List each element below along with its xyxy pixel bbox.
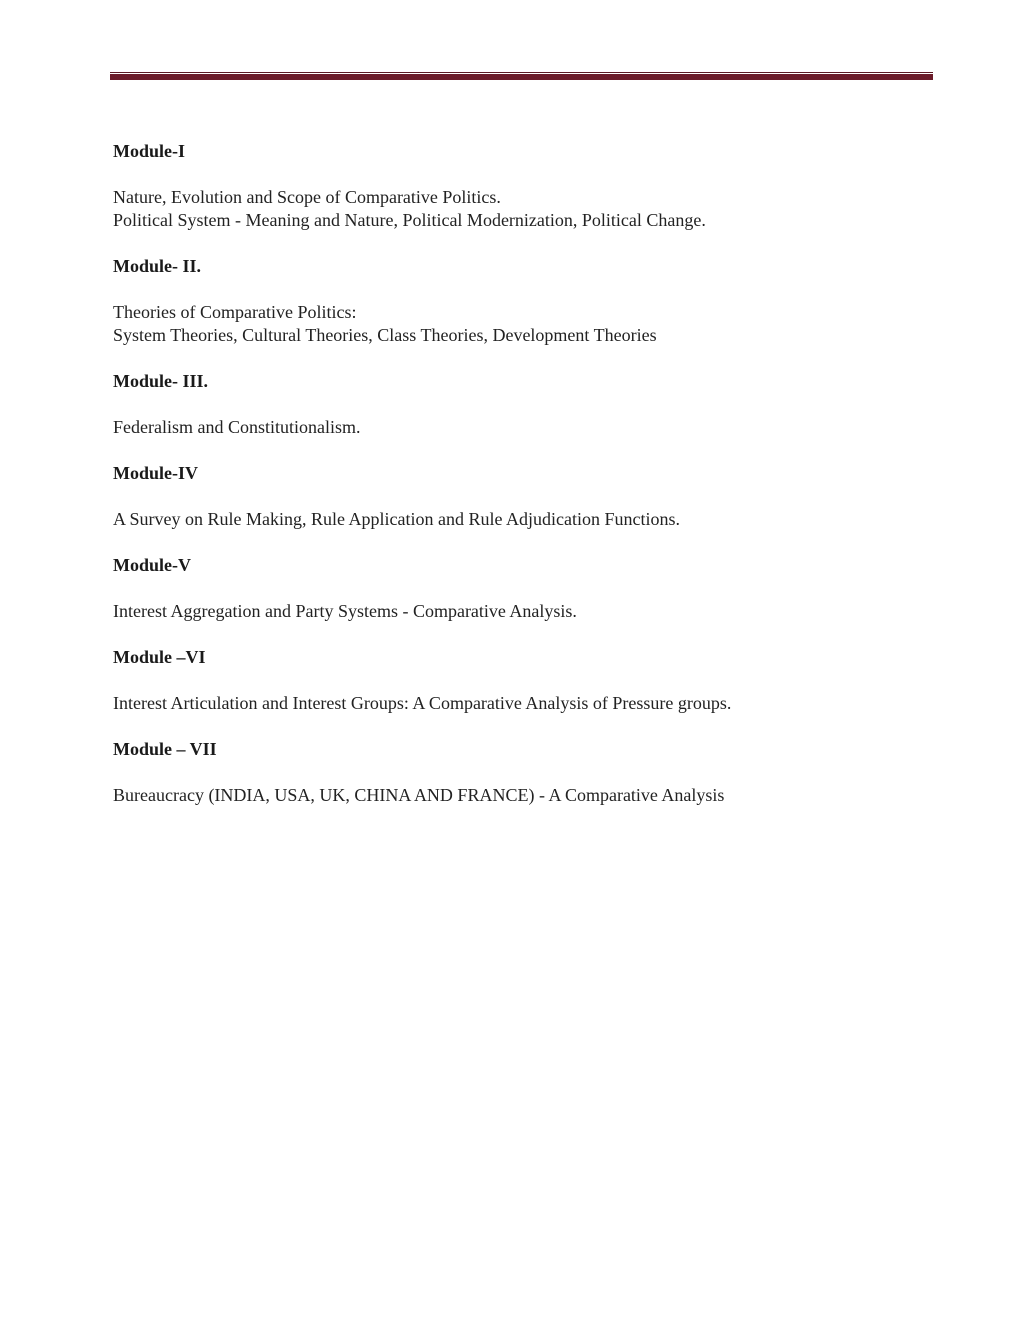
module-body <box>113 301 933 347</box>
module-line: Nature, Evolution and Scope of Comparative Politics. <box>113 187 501 207</box>
module-2 <box>113 255 933 347</box>
syllabus-content <box>113 140 933 830</box>
module-line: Bureaucracy (INDIA, USA, UK, CHINA AND FRANCE) - A Comparative Analysis <box>113 785 725 805</box>
module-line: Interest Aggregation and Party Systems - Comparative Analysis. <box>113 601 577 621</box>
module-4 <box>113 462 933 531</box>
module-line: A Survey on Rule Making, Rule Application and Rule Adjudication Functions. <box>113 509 680 529</box>
module-heading: Module-IV <box>113 463 198 483</box>
module-line: Interest Articulation and Interest Groups: A Comparative Analysis of Pressure groups. <box>113 693 732 713</box>
module-body <box>113 692 933 715</box>
module-heading: Module – VII <box>113 739 217 759</box>
module-heading: Module-V <box>113 555 191 575</box>
module-line: System Theories, Cultural Theories, Class Theories, Development Theories <box>113 325 657 345</box>
header-rule <box>110 72 933 80</box>
module-line: Political System - Meaning and Nature, Political Modernization, Political Change. <box>113 210 706 230</box>
header-rule-thin-line <box>110 72 933 73</box>
module-body <box>113 784 933 807</box>
module-heading: Module –VI <box>113 647 206 667</box>
module-6 <box>113 646 933 715</box>
module-line: Federalism and Constitutionalism. <box>113 417 361 437</box>
module-heading: Module- II. <box>113 256 202 276</box>
module-body <box>113 186 933 232</box>
module-5 <box>113 554 933 623</box>
module-1 <box>113 140 933 232</box>
module-body <box>113 416 933 439</box>
module-body <box>113 508 933 531</box>
module-line: Theories of Comparative Politics: <box>113 302 357 322</box>
module-heading: Module- III. <box>113 371 209 391</box>
module-3 <box>113 370 933 439</box>
module-body <box>113 600 933 623</box>
header-rule-thick-line <box>110 74 933 80</box>
module-heading: Module-I <box>113 141 185 161</box>
module-7 <box>113 738 933 807</box>
